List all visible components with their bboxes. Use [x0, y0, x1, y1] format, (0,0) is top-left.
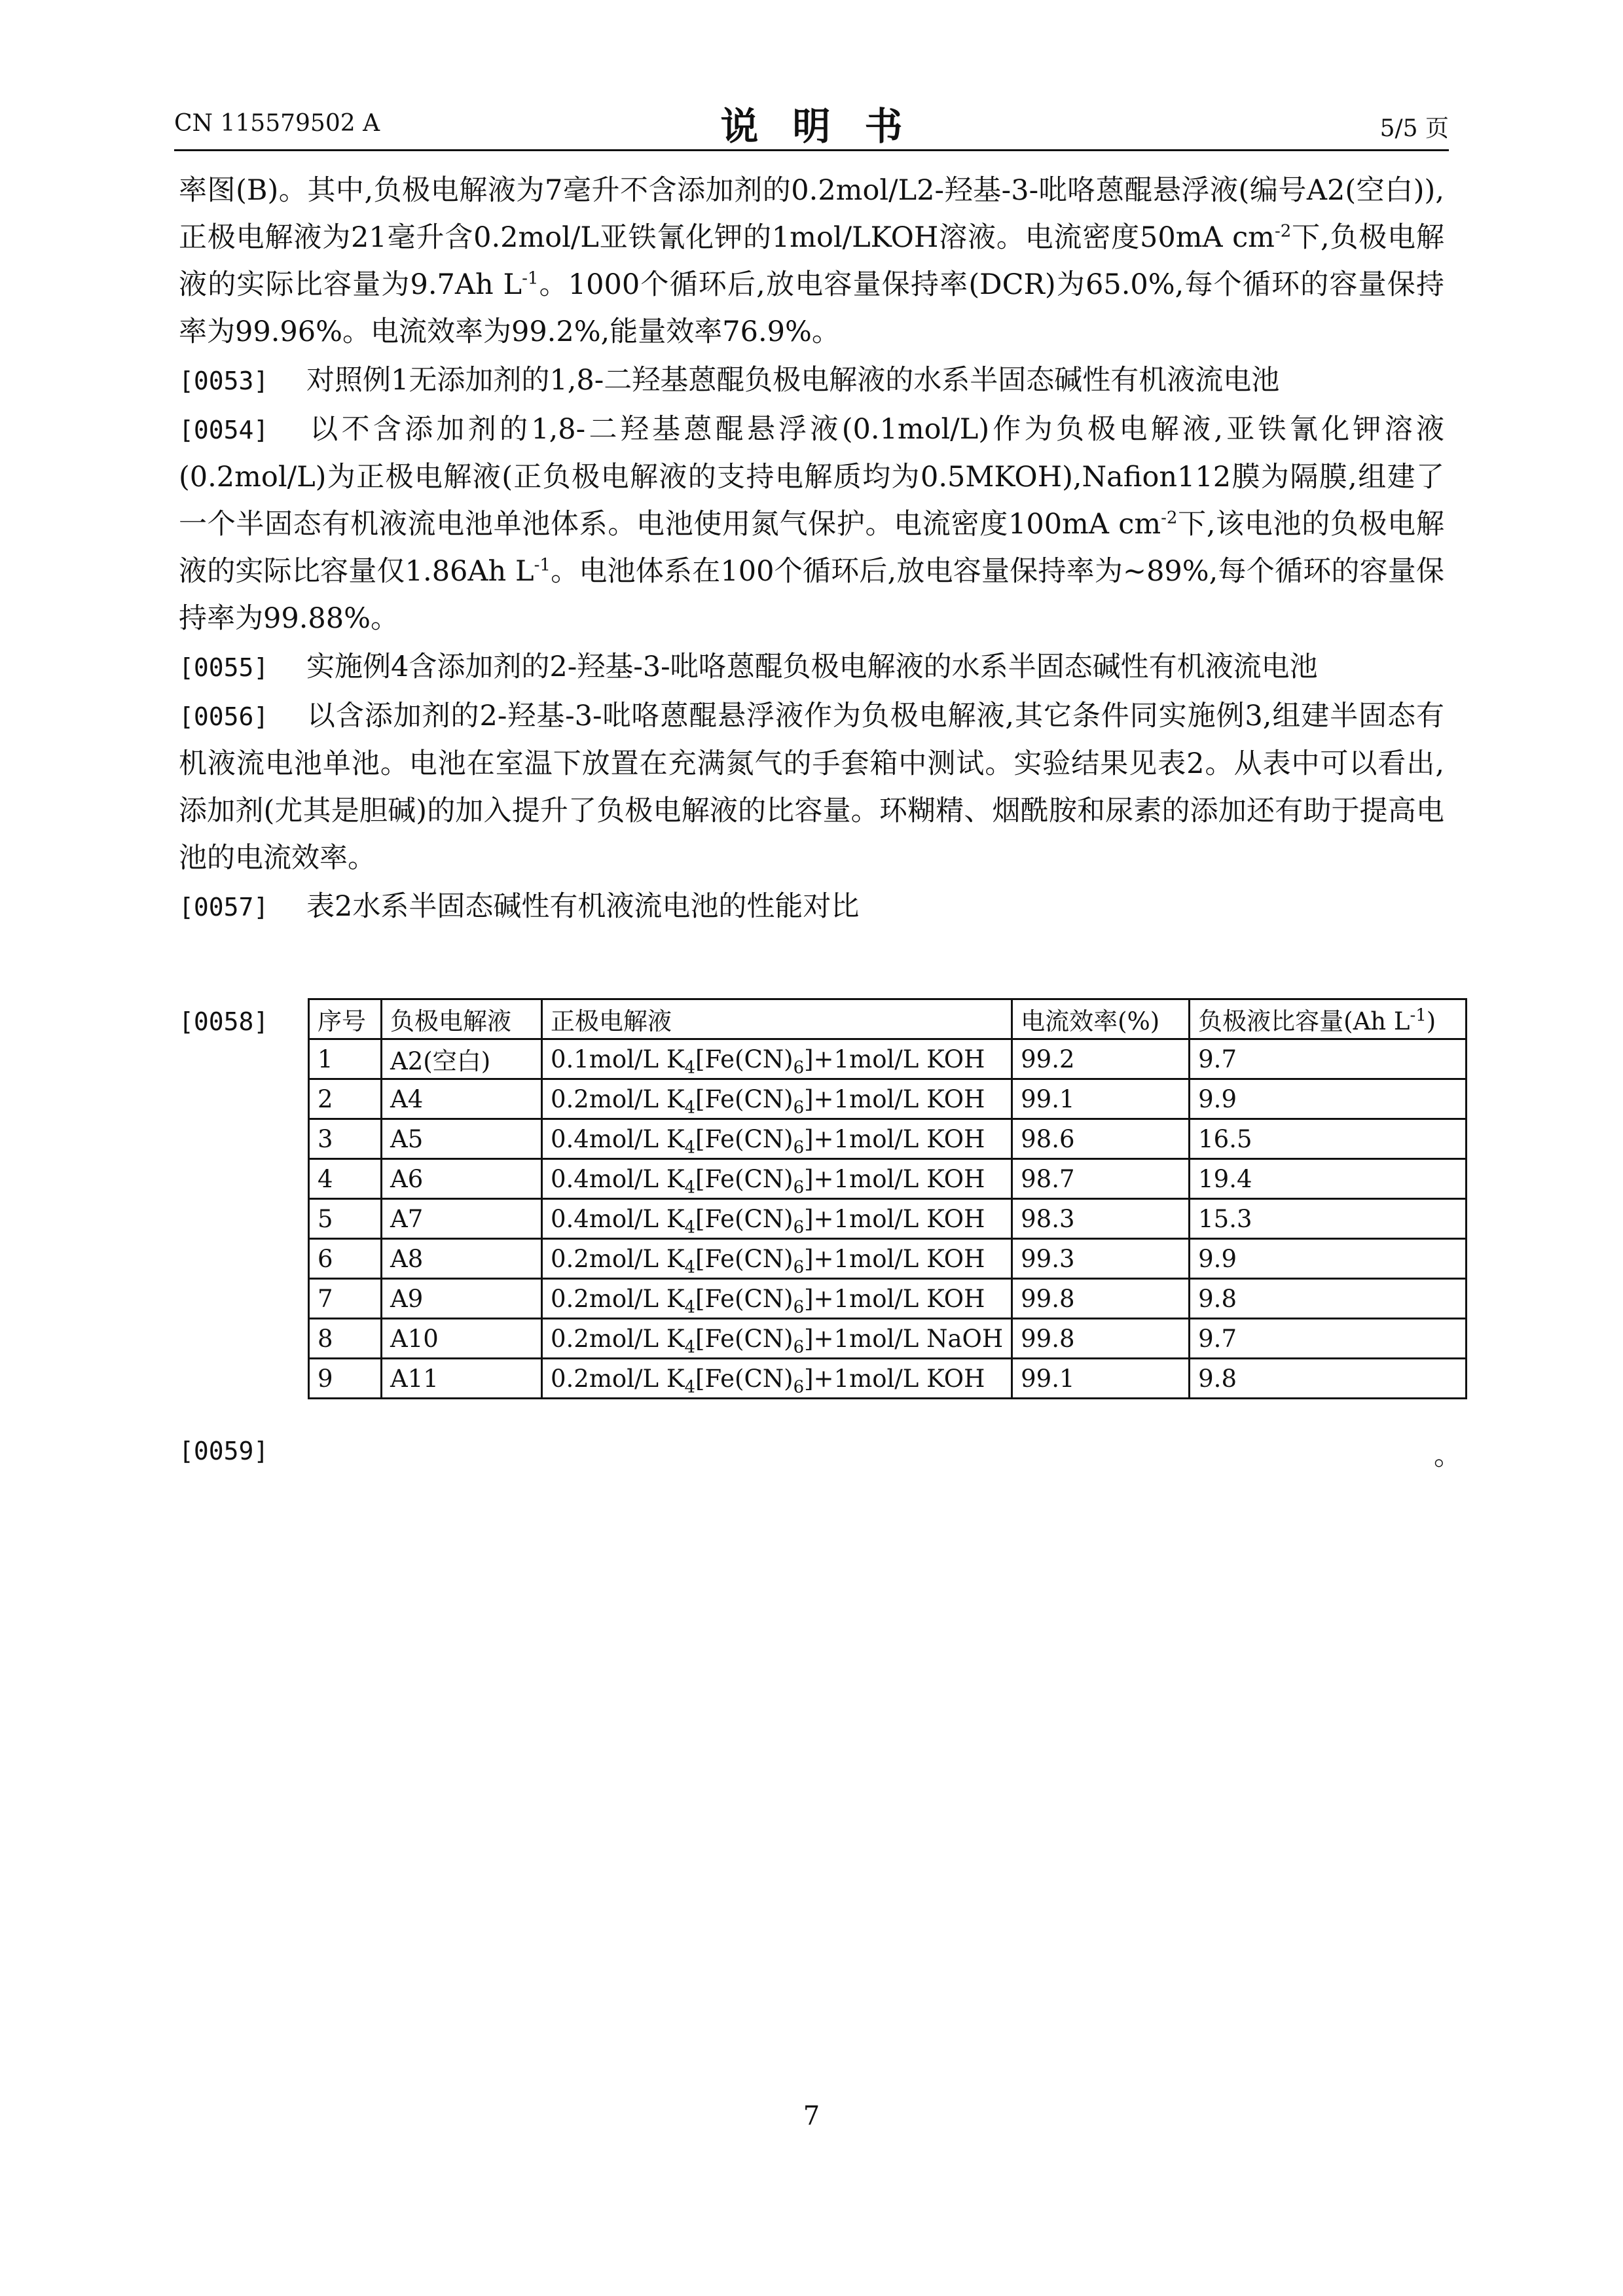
- cell-positive: 0.2mol/L $K_4[Fe(CN)_6]+1mol/L$ NaOH: [542, 1319, 1012, 1359]
- paragraph-0057: [0057] 表2水系半固态碱性有机液流电池的性能对比: [179, 883, 1444, 931]
- performance-table: [308, 998, 1467, 1399]
- cell-efficiency: 99.1: [1012, 1079, 1190, 1119]
- cell-index: 4: [309, 1159, 382, 1199]
- document-body: [179, 167, 1444, 932]
- cell-index: 5: [309, 1199, 382, 1239]
- cell-efficiency: 99.8: [1012, 1279, 1190, 1319]
- cell-index: 7: [309, 1279, 382, 1319]
- cell-capacity: 15.3: [1190, 1199, 1467, 1239]
- col-header-efficiency: 电流效率(%): [1012, 999, 1190, 1039]
- paragraph-0056: [0056] 以含添加剂的2-羟基-3-吡咯蒽醌悬浮液作为负极电解液,其它条件同实施例3,组建半固态有机液流电池单池。电池在室温下放置在充满氮气的手套箱中测试。实验结果见表2。从表中可以看出,添加剂(尤其是胆碱)的加入提升了负极电解液的比容量。环糊精、烟酰胺和尿素的添加还有助于提高电池的电流效率。: [179, 692, 1444, 882]
- table-row: [309, 1119, 1467, 1159]
- cell-efficiency: 99.3: [1012, 1239, 1190, 1279]
- paragraph-number: [0057]: [179, 893, 269, 922]
- cell-positive: 0.1mol/L $K_4[Fe(CN)_6]+1mol/L$ KOH: [542, 1039, 1012, 1079]
- cell-negative: A2(空白): [382, 1039, 542, 1079]
- cell-index: 1: [309, 1039, 382, 1079]
- table-row: [309, 1279, 1467, 1319]
- document-number: CN 115579502 A: [174, 110, 380, 137]
- paragraph-number: [0054]: [179, 416, 269, 444]
- paragraph-continued: 率图(B)。其中,负极电解液为7毫升不含添加剂的0.2mol/L2-羟基-3-吡咯蒽醌悬浮液(编号A2(空白)),正极电解液为21毫升含0.2mol/L亚铁氰化钾的1mol/LKOH溶液。电流密度50mA $cm^{-2}$下,负极电解液的实际比容量为9.7Ah $L^{-1}$。1000个循环后,放电容量保持率(DCR)为65.0%,每个循环的容量保持率为99.96%。电流效率为99.2%,能量效率76.9%。: [179, 174, 1444, 348]
- cell-capacity: 9.9: [1190, 1079, 1467, 1119]
- performance-table-wrap: [308, 998, 1467, 1399]
- cell-capacity: 16.5: [1190, 1119, 1467, 1159]
- paragraph-number: [0055]: [179, 653, 269, 682]
- header-divider: [174, 149, 1449, 151]
- paragraph-0054: [0054] 以不含添加剂的1,8-二羟基蒽醌悬浮液(0.1mol/L)作为负极电解液,亚铁氰化钾溶液(0.2mol/L)为正极电解液(正负极电解液的支持电解质均为0.5MKOH),Nafion112膜为隔膜,组建了一个半固态有机液流电池单池体系。电池使用氮气保护。电流密度100mA $cm^{-2}$下,该电池的负极电解液的实际比容量仅1.86Ah $L^{-1}$。电池体系在100个循环后,放电容量保持率为~89%,每个循环的容量保持率为99.88%。: [179, 406, 1444, 642]
- cell-efficiency: 98.7: [1012, 1159, 1190, 1199]
- col-header-capacity: 负极液比容量(Ah $L^{-1}$): [1190, 999, 1467, 1039]
- cell-positive: 0.4mol/L $K_4[Fe(CN)_6]+1mol/L$ KOH: [542, 1199, 1012, 1239]
- cell-positive: 0.2mol/L $K_4[Fe(CN)_6]+1mol/L$ KOH: [542, 1079, 1012, 1119]
- paragraph-number: [0053]: [179, 367, 269, 395]
- cell-capacity: 9.8: [1190, 1279, 1467, 1319]
- paragraph-number: [0058]: [179, 1007, 269, 1036]
- cell-positive: 0.2mol/L $K_4[Fe(CN)_6]+1mol/L$ KOH: [542, 1359, 1012, 1399]
- cell-efficiency: 98.3: [1012, 1199, 1190, 1239]
- table-header-row: [309, 999, 1467, 1039]
- cell-capacity: 19.4: [1190, 1159, 1467, 1199]
- table-row: [309, 1079, 1467, 1119]
- cell-negative: A4: [382, 1079, 542, 1119]
- cell-positive: 0.4mol/L $K_4[Fe(CN)_6]+1mol/L$ KOH: [542, 1159, 1012, 1199]
- cell-positive: 0.2mol/L $K_4[Fe(CN)_6]+1mol/L$ KOH: [542, 1279, 1012, 1319]
- cell-efficiency: 99.8: [1012, 1319, 1190, 1359]
- cell-index: 3: [309, 1119, 382, 1159]
- page-number: 7: [803, 2101, 820, 2131]
- cell-efficiency: 98.6: [1012, 1119, 1190, 1159]
- cell-index: 6: [309, 1239, 382, 1279]
- cell-negative: A9: [382, 1279, 542, 1319]
- cell-negative: A7: [382, 1199, 542, 1239]
- page-indicator: 5/5 页: [1379, 115, 1449, 142]
- col-header-negative: 负极电解液: [382, 999, 542, 1039]
- cell-negative: A8: [382, 1239, 542, 1279]
- paragraph-number: [0059]: [179, 1437, 269, 1465]
- cell-capacity: 9.7: [1190, 1319, 1467, 1359]
- cell-negative: A6: [382, 1159, 542, 1199]
- cell-capacity: 9.9: [1190, 1239, 1467, 1279]
- table-body: [309, 1039, 1467, 1399]
- cell-index: 9: [309, 1359, 382, 1399]
- cell-negative: A10: [382, 1319, 542, 1359]
- paragraph-end-mark: 。: [1434, 1439, 1462, 1472]
- paragraph-number: [0056]: [179, 702, 269, 731]
- cell-efficiency: 99.2: [1012, 1039, 1190, 1079]
- table-row: [309, 1239, 1467, 1279]
- cell-efficiency: 99.1: [1012, 1359, 1190, 1399]
- col-header-positive: 正极电解液: [542, 999, 1012, 1039]
- paragraph-0053: [0053] 对照例1无添加剂的1,8-二羟基蒽醌负极电解液的水系半固态碱性有机液流电池: [179, 357, 1444, 404]
- table-row: [309, 1359, 1467, 1399]
- cell-index: 8: [309, 1319, 382, 1359]
- cell-negative: A5: [382, 1119, 542, 1159]
- cell-capacity: 9.7: [1190, 1039, 1467, 1079]
- paragraph-0055: [0055] 实施例4含添加剂的2-羟基-3-吡咯蒽醌负极电解液的水系半固态碱性有机液流电池: [179, 643, 1444, 691]
- cell-positive: 0.2mol/L $K_4[Fe(CN)_6]+1mol/L$ KOH: [542, 1239, 1012, 1279]
- table-row: [309, 1199, 1467, 1239]
- cell-positive: 0.4mol/L $K_4[Fe(CN)_6]+1mol/L$ KOH: [542, 1119, 1012, 1159]
- table-row: [309, 1039, 1467, 1079]
- col-header-index: 序号: [309, 999, 382, 1039]
- cell-negative: A11: [382, 1359, 542, 1399]
- page-title: 说明书: [720, 104, 937, 149]
- cell-capacity: 9.8: [1190, 1359, 1467, 1399]
- table-row: [309, 1319, 1467, 1359]
- cell-index: 2: [309, 1079, 382, 1119]
- table-row: [309, 1159, 1467, 1199]
